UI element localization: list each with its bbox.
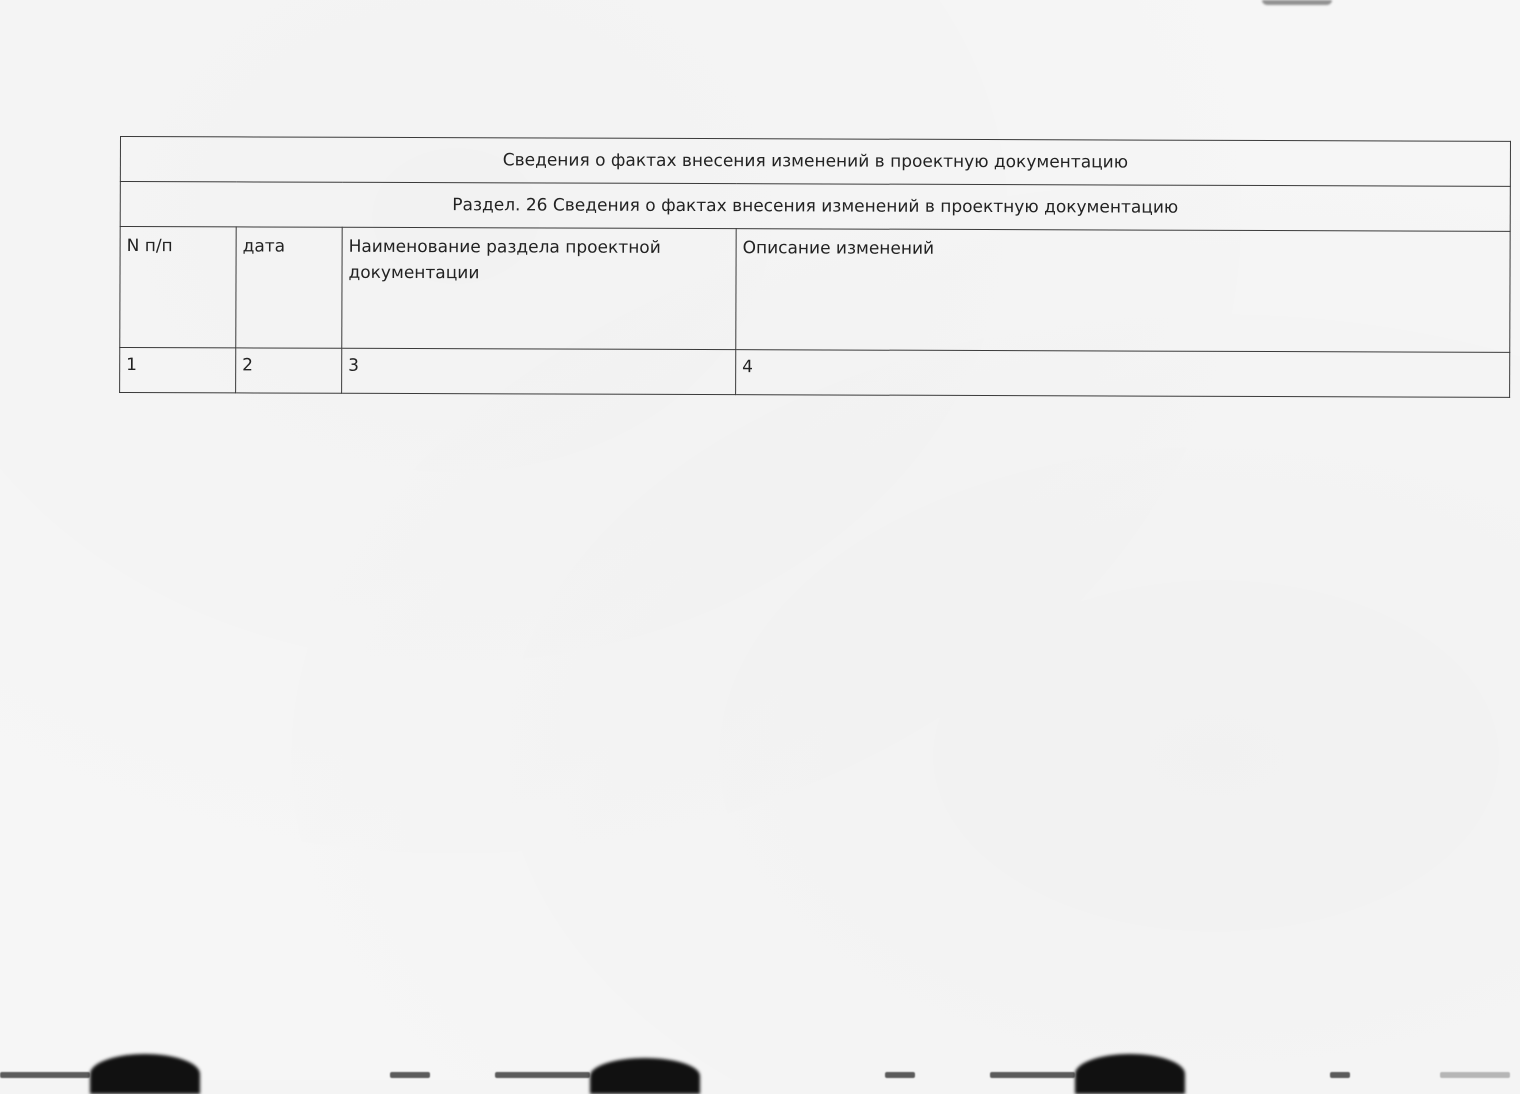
header-row	[120, 227, 1510, 353]
title-row	[120, 137, 1510, 187]
column-number-3: 3	[342, 348, 736, 394]
section-title: Раздел. 26 Сведения о фактах внесения изменений в проектную документацию	[120, 182, 1510, 232]
header-date: дата	[236, 227, 342, 348]
header-number: N п/п	[120, 227, 236, 348]
column-number-4: 4	[736, 350, 1510, 398]
column-number-row	[120, 348, 1510, 398]
section-row	[120, 182, 1510, 232]
header-description: Описание изменений	[736, 229, 1510, 353]
table-title: Сведения о фактах внесения изменений в проектную документацию	[120, 137, 1510, 187]
changes-table	[119, 136, 1511, 398]
column-number-2: 2	[236, 348, 342, 393]
column-number-1: 1	[120, 348, 236, 393]
scan-edge-artifacts	[0, 1040, 1520, 1080]
scan-smudge	[1262, 0, 1332, 5]
header-section-name: Наименование раздела проектной документации	[342, 227, 736, 349]
